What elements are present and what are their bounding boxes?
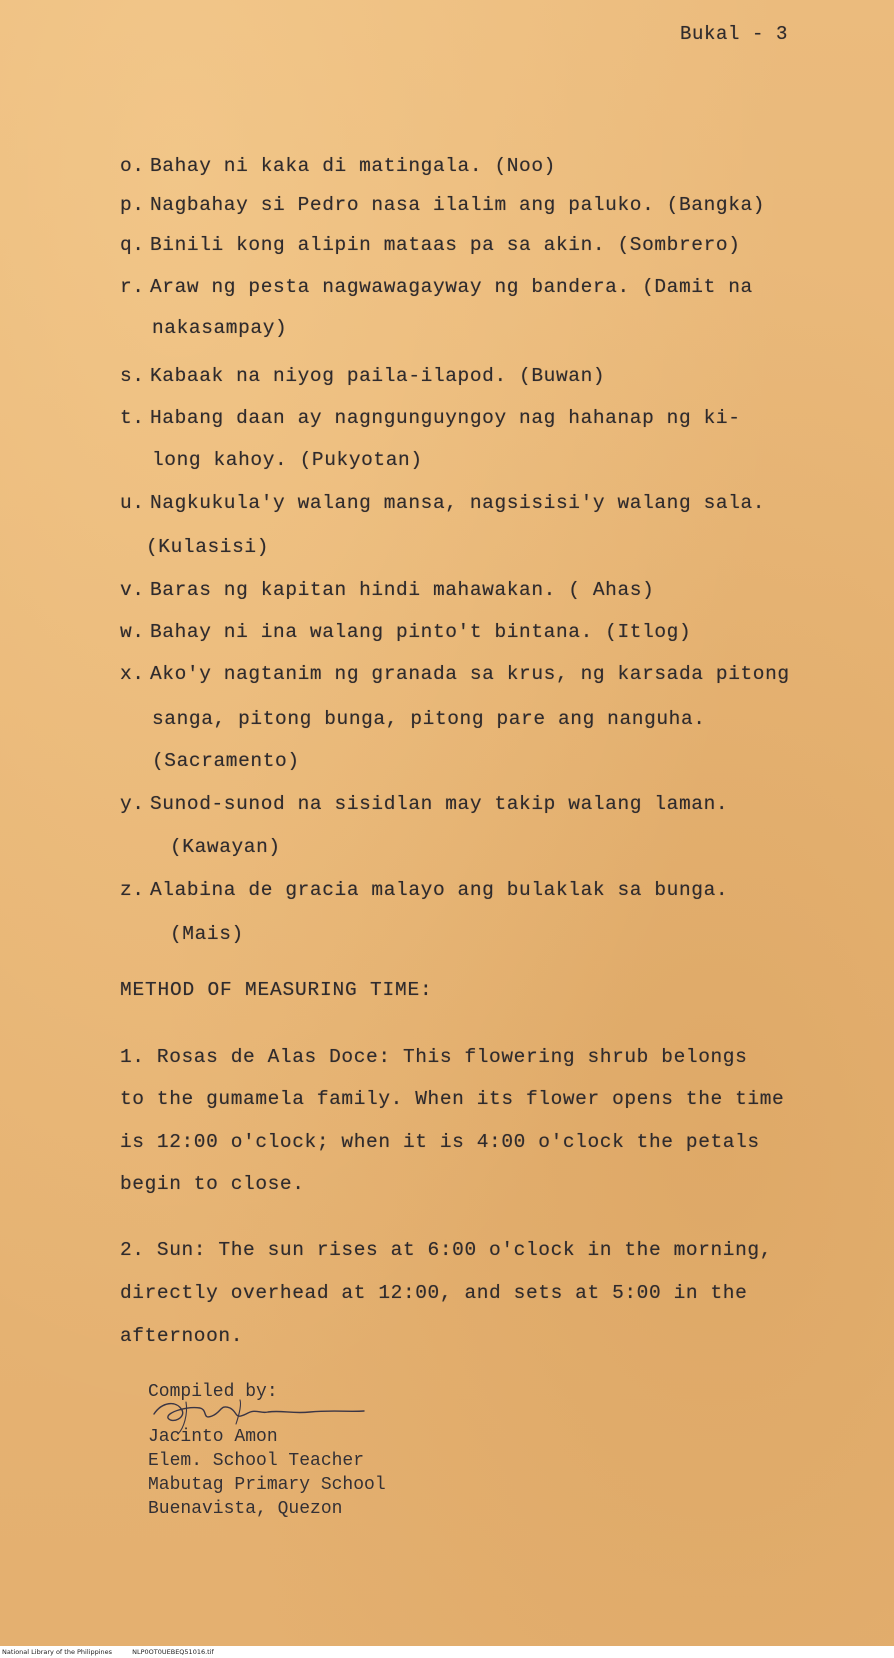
riddle-text: Ako'y nagtanim ng granada sa krus, ng karsada pitong	[150, 663, 790, 685]
compiler-school: Mabutag Primary School	[148, 1475, 386, 1495]
riddle-r-cont: nakasampay)	[152, 317, 288, 339]
riddle-text: Araw ng pesta nagwawagayway ng bandera. (Damit na	[150, 276, 753, 298]
riddle-text: Sunod-sunod na sisidlan may takip walang laman.	[150, 793, 729, 815]
riddle-label: p.	[120, 194, 145, 216]
riddle-label: w.	[120, 621, 145, 643]
scan-footer	[0, 1646, 894, 1658]
method-para-2-line-1: 2. Sun: The sun rises at 6:00 o'clock in the morning,	[120, 1239, 773, 1261]
riddle-t-cont: long kahoy. (Pukyotan)	[152, 449, 423, 471]
riddle-q	[120, 233, 741, 257]
riddle-label: x.	[120, 663, 145, 685]
riddle-text: Alabina de gracia malayo ang bulaklak sa bunga.	[150, 879, 729, 901]
riddle-label: r.	[120, 276, 145, 298]
riddle-t	[120, 406, 741, 430]
riddle-label: t.	[120, 407, 145, 429]
page-header: Bukal - 3	[680, 23, 789, 45]
riddle-x-cont-1: sanga, pitong bunga, pitong pare ang nanguha.	[152, 708, 706, 730]
riddle-label: u.	[120, 492, 145, 514]
riddle-p	[120, 193, 765, 217]
method-para-1-line-1: 1. Rosas de Alas Doce: This flowering shrub belongs	[120, 1046, 748, 1068]
riddle-text: Bahay ni kaka di matingala. (Noo)	[150, 155, 556, 177]
riddle-x	[120, 662, 790, 686]
riddle-text: Binili kong alipin mataas pa sa akin. (Sombrero)	[150, 234, 741, 256]
riddle-label: y.	[120, 793, 145, 815]
method-para-2-line-3: afternoon.	[120, 1325, 244, 1347]
method-para-2-line-2: directly overhead at 12:00, and sets at 5:00 in the	[120, 1282, 748, 1304]
riddle-o	[120, 154, 556, 178]
riddle-label: v.	[120, 579, 145, 601]
riddle-z	[120, 878, 728, 902]
section-heading: METHOD OF MEASURING TIME:	[120, 979, 433, 1001]
riddle-text: Baras ng kapitan hindi mahawakan. ( Ahas)	[150, 579, 655, 601]
riddle-text: Nagbahay si Pedro nasa ilalim ang paluko. (Bangka)	[150, 194, 766, 216]
riddle-text: Habang daan ay nagngunguyngoy nag hahanap ng ki-	[150, 407, 741, 429]
riddle-w	[120, 620, 691, 644]
method-para-1-line-4: begin to close.	[120, 1173, 305, 1195]
riddle-u-cont: (Kulasisi)	[146, 536, 270, 558]
riddle-label: s.	[120, 365, 145, 387]
riddle-label: o.	[120, 155, 145, 177]
riddle-x-cont-2: (Sacramento)	[152, 750, 300, 772]
riddle-label: z.	[120, 879, 145, 901]
riddle-u	[120, 491, 765, 515]
compiled-by-label: Compiled by:	[148, 1382, 278, 1402]
method-para-1-line-2: to the gumamela family. When its flower opens the time	[120, 1088, 785, 1110]
riddle-y-cont: (Kawayan)	[170, 836, 281, 858]
riddle-text: Kabaak na niyog paila-ilapod. (Buwan)	[150, 365, 606, 387]
riddle-text: Bahay ni ina walang pinto't bintana. (Itlog)	[150, 621, 692, 643]
footer-file-id: NLP0OT0UEBEQ51016.tif	[132, 1648, 214, 1656]
riddle-label: q.	[120, 234, 145, 256]
riddle-text: Nagkukula'y walang mansa, nagsisisi'y walang sala.	[150, 492, 766, 514]
footer-library: National Library of the Philippines	[2, 1648, 113, 1656]
riddle-z-cont: (Mais)	[170, 923, 244, 945]
riddle-r	[120, 275, 753, 299]
riddle-y	[120, 792, 728, 816]
riddle-s	[120, 364, 605, 388]
riddle-v	[120, 578, 654, 602]
method-para-1-line-3: is 12:00 o'clock; when it is 4:00 o'clock the petals	[120, 1131, 760, 1153]
compiler-position: Elem. School Teacher	[148, 1451, 365, 1471]
compiler-name: Jacinto Amon	[148, 1427, 278, 1447]
compiler-location: Buenavista, Quezon	[148, 1499, 343, 1519]
